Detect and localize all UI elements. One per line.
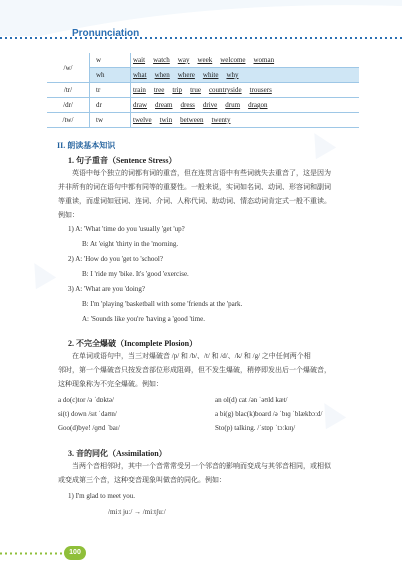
plosion-example: a bi(g) blac(k)board /ə ˈbɪɡ ˈblækbɔːd/ [215, 410, 323, 418]
example-word: watch [153, 56, 170, 64]
example-word: between [180, 116, 204, 124]
plosion-para-line: 邻时，第一个爆破音只按发音部位形成阻碍，但不发生爆破，稍停即发出后一个爆破音， [58, 366, 331, 374]
phoneme-word-table [47, 53, 359, 128]
plosion-para-line: 这种现象称为不完全爆破。例如： [58, 380, 163, 388]
example-word: trousers [249, 86, 272, 94]
stress-title: 1. 句子重音（Sentence Stress） [68, 156, 177, 165]
plosion-paragraph [58, 349, 358, 391]
assimilation-para-line: 或变成第三个音，这种变音现象叫做音的同化。例如： [58, 476, 226, 484]
watermark: ▲ [301, 383, 358, 442]
example-word: train [133, 86, 146, 94]
word-table-row [47, 53, 359, 68]
example-words-cell [131, 98, 360, 113]
example-word: dream [155, 101, 173, 109]
plosion-title: 2. 不完全爆破（Incomplete Plosion） [68, 339, 198, 348]
plosion-para-line: 在单词或语句中，当三对爆破音 /p/ 和 /b/、/t/ 和 /d/、/k/ 和 /g/ 之中任何两个相 [72, 352, 311, 360]
word-table-row [47, 113, 359, 128]
example-word: true [190, 86, 201, 94]
spelling-cell: tw [90, 113, 131, 128]
assimilation-para-line: 当两个音相邻时，其中一个音常常受另一个邻音的影响而变成与其邻音相同，或相似 [72, 462, 331, 470]
example-word: welcome [220, 56, 246, 64]
example-word: week [197, 56, 213, 64]
word-table-row [47, 68, 359, 83]
watermark: ▲ [291, 113, 348, 172]
example-word: twelve [133, 116, 152, 124]
plosion-example: si(t) down /sɪt ˈdaʊn/ [58, 410, 117, 418]
page-header [0, 0, 402, 44]
example-word: draw [133, 101, 147, 109]
stress-para-line: 并非所有的词在语句中都有同等的重要性。一般来说，实词如名词、动词、形容词和副词 [58, 183, 331, 191]
stress-para-line: 英语中每个独立的词都有词的重音，但在连贯言语中有些词就失去重音了，这是因为 [72, 169, 331, 177]
stress-example: A: 'Sounds like you're 'having a 'good 'time. [82, 315, 205, 323]
section-title: II. 朗读基本知识 [57, 141, 116, 150]
assimilation-paragraph [58, 459, 358, 487]
example-word: white [202, 71, 219, 79]
word-table-row [47, 98, 359, 113]
watermark: ▲ [11, 243, 68, 302]
stress-example: 2) A: 'How do you 'get to 'school? [68, 255, 163, 263]
plosion-example: Goo(d)bye! /ɡʊd ˈbaɪ/ [58, 424, 120, 432]
example-word: dragon [248, 101, 268, 109]
spelling-cell: wh [90, 68, 131, 83]
plosion-example: a do(c)tor /ə ˈdɒktə/ [58, 396, 114, 404]
example-word: tree [153, 86, 165, 94]
stress-example: B: I'm 'playing 'basketball with some 'friends at the 'park. [82, 300, 243, 308]
header-title: Pronunciation [72, 28, 140, 39]
example-word: twin [159, 116, 173, 124]
example-word: drive [202, 101, 218, 109]
stress-example: B: I 'ride my 'bike. It's 'good 'exercise. [82, 270, 189, 278]
assimilation-example: 1) I'm glad to meet you. [68, 492, 135, 500]
plosion-example: Sto(p) talking. /ˈstɒp ˈtɔːkɪŋ/ [215, 424, 296, 432]
example-word: woman [253, 56, 275, 64]
phoneme-cell: /w/ [47, 53, 90, 83]
stress-para-line: 例如： [58, 211, 79, 219]
example-word: wait [133, 56, 146, 64]
stress-example: 3) A: 'What are you 'doing? [68, 285, 145, 293]
spelling-cell: dr [90, 98, 131, 113]
example-word: way [177, 56, 190, 64]
example-word: countryside [208, 86, 242, 94]
example-words-cell [131, 68, 360, 83]
spelling-cell: w [90, 53, 131, 68]
example-word: twenty [211, 116, 231, 124]
example-word: why [226, 71, 239, 79]
plosion-example: an ol(d) cat /ən ˈəʊld kæt/ [215, 396, 288, 404]
example-word: what [133, 71, 147, 79]
assimilation-title: 3. 音的同化（Assimilation） [68, 449, 167, 458]
header-arc-decoration [0, 0, 402, 36]
stress-para-line: 等重读，而虚词如冠词、连词、介词、人称代词、助动词、情态动词肯定式一般不重读。 [58, 197, 331, 205]
example-words-cell [131, 113, 360, 128]
page-number: 100 [64, 546, 86, 560]
example-word: when [154, 71, 170, 79]
spelling-cell: tr [90, 83, 131, 98]
stress-example: 1) A: 'What 'time do you 'usually 'get 'up? [68, 225, 185, 233]
example-word: trip [172, 86, 183, 94]
phoneme-cell: /dr/ [47, 98, 90, 113]
phoneme-cell: /tw/ [47, 113, 90, 128]
example-word: where [177, 71, 195, 79]
phoneme-cell: /tr/ [47, 83, 90, 98]
example-words-cell [131, 83, 360, 98]
assimilation-example: /miːt juː/ → /miːtʃuː/ [108, 508, 166, 516]
footer-dotted-line [0, 552, 64, 555]
stress-example: B: At 'eight 'thirty in the 'morning. [82, 240, 179, 248]
example-word: dress [180, 101, 195, 109]
example-words-cell [131, 53, 360, 68]
example-word: drum [225, 101, 241, 109]
header-dotted-line [0, 36, 402, 40]
word-table-row [47, 83, 359, 98]
stress-paragraph [58, 166, 358, 222]
